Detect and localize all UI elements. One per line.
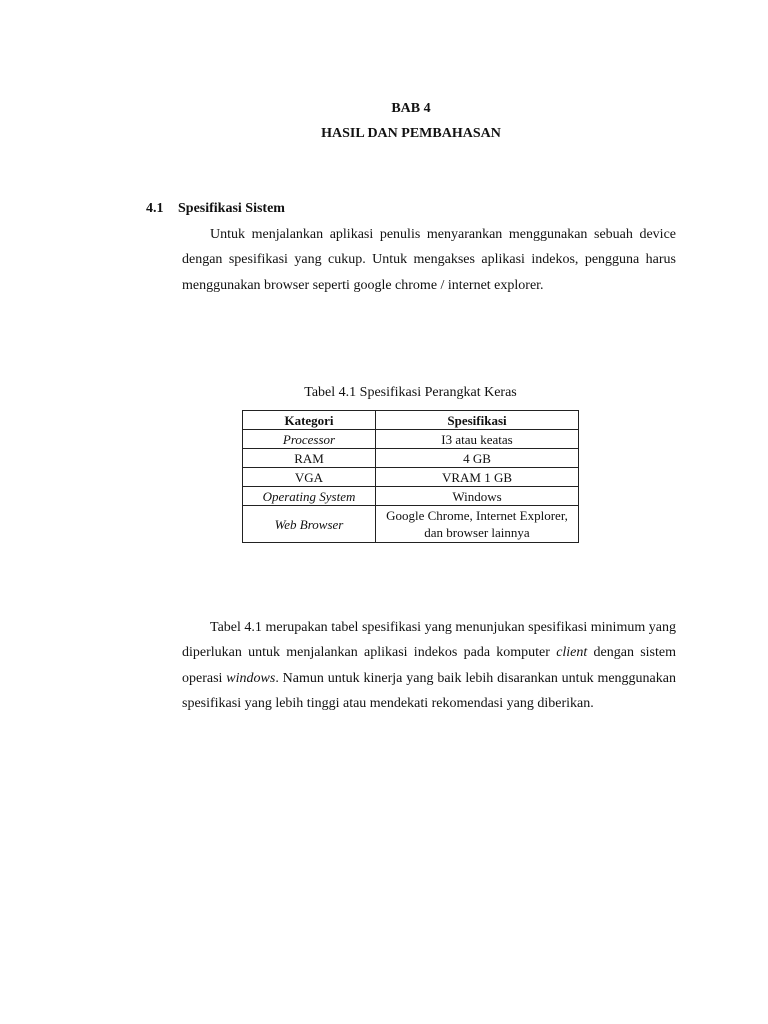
table-row [243,430,579,449]
header-spesifikasi: Spesifikasi [376,411,579,430]
discussion-paragraph [182,615,676,716]
chapter-title: HASIL DAN PEMBAHASAN [321,126,501,141]
spec-table [242,410,579,543]
discussion-text-part1: Tabel 4.1 merupakan tabel spesifikasi yang menunjukan spesifikasi minimum yang diperlukan untuk menjalankan aplikasi indekos pada komputer [182,620,676,661]
intro-paragraph: Untuk menjalankan aplikasi penulis menyarankan menggunakan sebuah device dengan spesifikasi yang cukup. Untuk mengakses aplikasi indekos, pengguna harus menggunakan browser seperti google chrome / internet explorer. [182,227,676,293]
header-kategori: Kategori [243,411,376,430]
table-row [243,468,579,487]
cell-spesifikasi: 4 GB [376,449,579,468]
discussion-text-part2: dengan sistem operasi [182,645,676,686]
term-windows: windows [226,670,276,686]
cell-kategori: Web Browser [243,506,376,543]
cell-kategori: Processor [243,430,376,449]
table-header-row [243,411,579,430]
cell-spesifikasi-line2: dan browser lainnya [424,525,530,540]
cell-kategori: VGA [243,468,376,487]
table-row [243,487,579,506]
cell-spesifikasi: VRAM 1 GB [376,468,579,487]
section-number: 4.1 [146,201,164,216]
cell-spesifikasi: Windows [376,487,579,506]
cell-spesifikasi: I3 atau keatas [376,430,579,449]
cell-kategori: Operating System [243,487,376,506]
table-row [243,449,579,468]
term-client: client [556,645,588,661]
chapter-number: BAB 4 [391,101,431,116]
cell-spesifikasi [376,506,579,543]
discussion-text-part3: . Namun untuk kinerja yang baik lebih disarankan untuk menggunakan spesifikasi yang lebih tinggi atau mendekati rekomendasi yang diberikan. [182,670,676,711]
section-title: Spesifikasi Sistem [178,201,285,216]
cell-spesifikasi-line1: Google Chrome, Internet Explorer, [386,508,568,523]
cell-kategori: RAM [243,449,376,468]
table-row [243,506,579,543]
table-caption: Tabel 4.1 Spesifikasi Perangkat Keras [304,385,517,400]
section-heading [146,201,285,217]
